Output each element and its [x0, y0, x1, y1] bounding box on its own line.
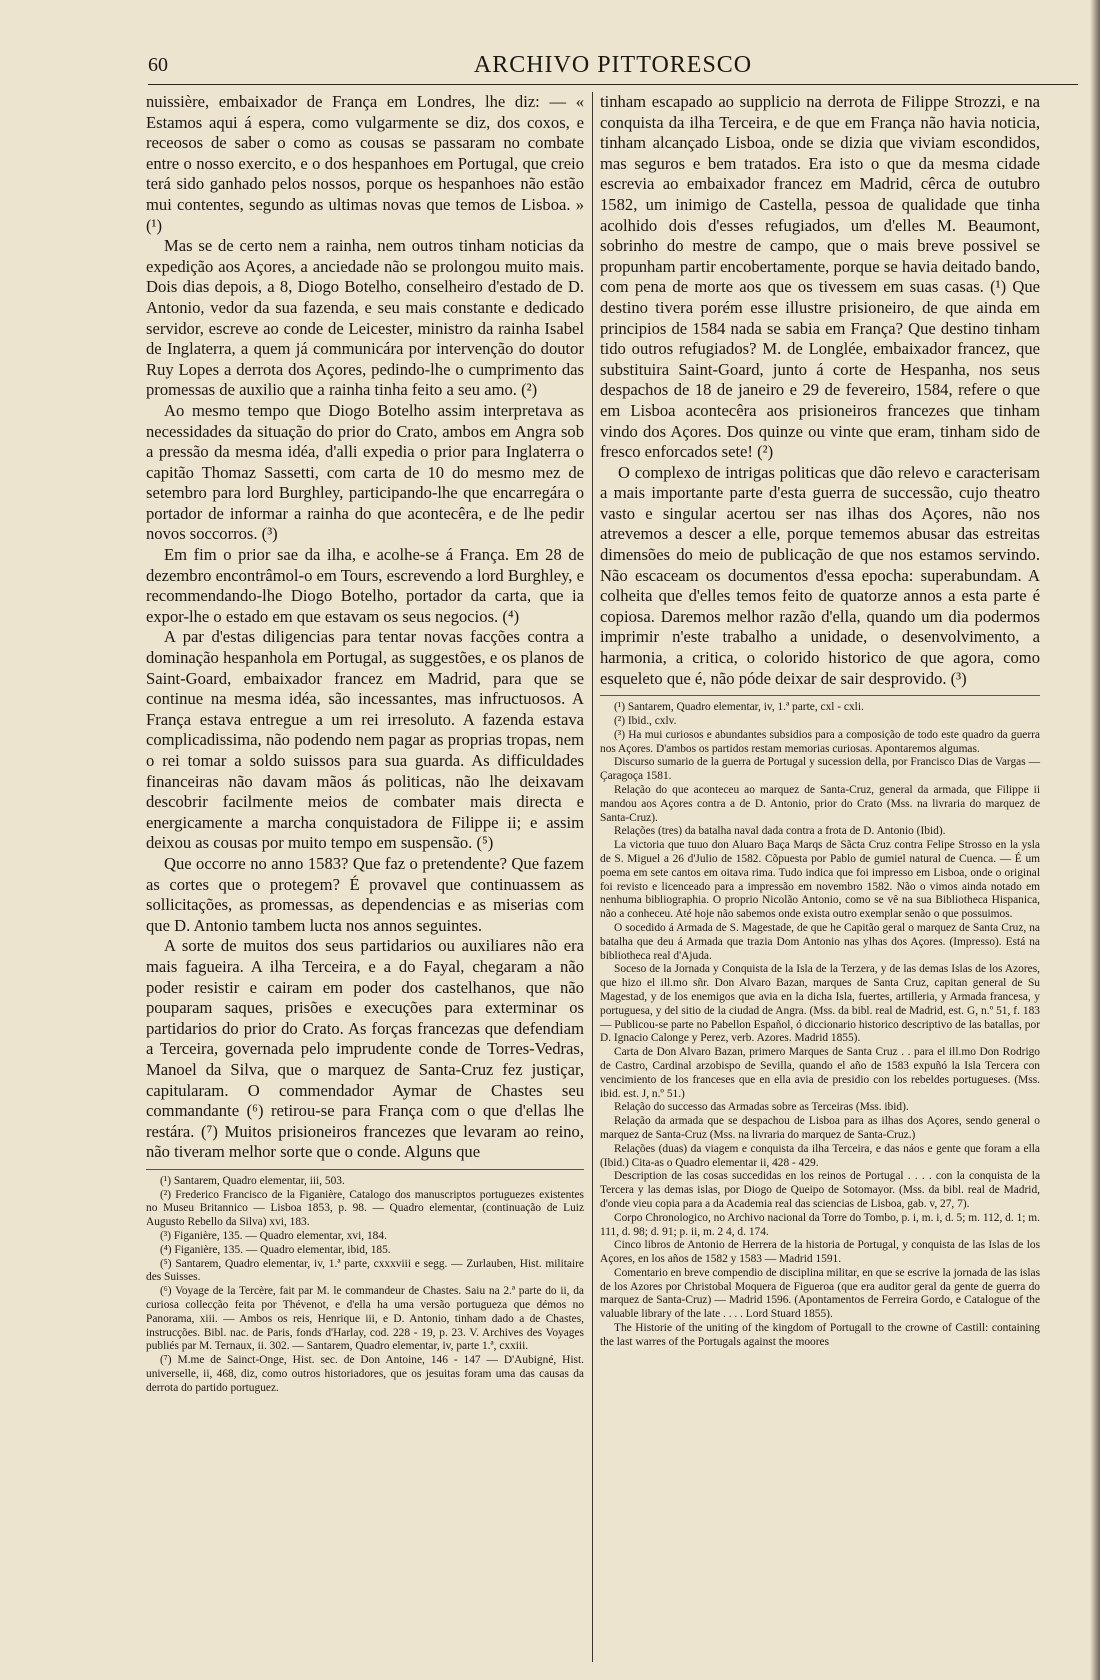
footnote: Carta de Don Alvaro Bazan, primero Marques de Santa Cruz . . para el ill.mo Don Rodrigo de Castro, Cardinal arzobispo de Sevilla, quando el año de 1583 expuñó la Isla Tercera con vencimiento de los franceses que en ella avia de presidio con los rebeldes portugueses. (Mss. ibid. est. J, n.º 51.) — [600, 1046, 1040, 1100]
paragraph: Que occorre no anno 1583? Que faz o pretendente? Que fazem as cortes que o protegem? É provavel que continuassem as sollicitações, as promessas, as dependencias e as miserias com que D. Antonio tambem lucta nos annos seguintes. — [146, 853, 584, 935]
column-divider — [592, 92, 593, 1662]
paragraph: Em fim o prior sae da ilha, e acolhe-se á França. Em 28 de dezembro encontrâmol-o em Tours, escrevendo a lord Burghley, e recommendando-lhe Diogo Botelho, portador da carta, que ia expor-lhe o estado em que estavam os seus negocios. (⁴) — [146, 545, 584, 626]
paragraph: A par d'estas diligencias para tentar novas facções contra a dominação hespanhola em Portugal, as suggestões, e os planos de Saint-Goard, embaixador francez em Madrid, para que se continue na mesma idéa, são incessantes, mas infructuosos. A França estava entregue a um rei irresoluto. A fazenda estava complicadissima, não podendo nem pagar as proprias tropas, nem o rei tomar a soldo suissos para sua guarda. As difficuldades financeiras não davam mãos ás politicas, não lhe deixavam descobrir facilmente meios de combater mais directa e energicamente a marcha conquistadora de Filippe ii; e assim deixou as cousas por muito tempo em suspensão. (⁵) — [146, 627, 584, 853]
paragraph: A sorte de muitos dos seus partidarios ou auxiliares não era mais fagueira. A ilha Terceira, e a do Fayal, chegaram a não poder resistir e cairam em poder dos castelhanos, que não pouparam saques, prisões e execuções para exterminar os partidarios do prior do Crato. As forças francezas que defendiam a Terceira, governada pelo imprudente conde de Torres-Vedras, Manoel da Silva, que o marquez de Santa-Cruz fez justiçar, capitularam. O commendador Aymar de Chastes seu commandante (⁶) retirou-se para França com o que d'ellas lhe restára. (⁷) Muitos prisioneiros francezes que levaram ao reino, não tiveram melhor sorte que o conde. Alguns que — [146, 936, 584, 1162]
paragraph: Mas se de certo nem a rainha, nem outros tinham noticias da expedição aos Açores, a anciedade não se prolongou muito mais. Dois dias depois, a 8, Diogo Botelho, conselheiro d'estado de D. Antonio, vedor da sua fazenda, e seu mais constante e dedicado servidor, escreve ao conde de Leicester, ministro da rainha Isabel de Inglaterra, a quem já communicára por intervenção do doutor Ruy Lopes a derrota dos Açores, pedindo-lhe o cumprimento das promessas de auxilio que a rainha tinha feito a seu amo. (²) — [146, 236, 584, 400]
footnote: O socedido á Armada de S. Magestade, de que he Capitão geral o marquez de Santa Cruz, na batalha que deu á Armada que trazia Dom Antonio nas ylhas dos Açores. (Impresso). Está na bibliotheca real d'Ajuda. — [600, 921, 1040, 962]
footnote: Cinco libros de Antonio de Herrera de la historia de Portugal, y conquista de las Islas de los Açores, en los años de 1582 y 1583 — Madrid 1591. — [600, 1239, 1040, 1266]
page-number: 60 — [148, 54, 168, 76]
footnote: Relações (duas) da viagem e conquista da ilha Terceira, e das náos e gente que foram a ella (Ibid.) Cita-as o Quadro elementar ii, 428 - 429. — [600, 1142, 1040, 1169]
paragraph: nuissière, embaixador de França em Londres, lhe diz: — « Estamos aqui á espera, como vulgarmente se diz, dos coxos, e receosos de saber o como as cousas se passaram no combate entre o nosso exercito, e o dos hespanhoes em Portugal, que creio terá sido ganhado pelos nossos, porque os hespanhoes não estão mui contentes, segundo as ultimas novas que temos de Lisboa. » (¹) — [146, 92, 584, 235]
footnote: Relação da armada que se despachou de Lisboa para as ilhas dos Açores, sendo general o marquez de Santa-Cruz (Mss. na livraria do marquez de Santa-Cruz.) — [600, 1115, 1040, 1141]
right-column — [600, 92, 1040, 1350]
footnote: La victoria que tuuo don Aluaro Baça Marqs de Sãcta Cruz contra Felipe Strosso en la ysla de S. Miguel a 26 d'Julio de 1582. Cõpuesta por Pablo de gumiel natural de Cuenca. — É um poema em sete cantos em oitava rima. Tudo indica que foi impresso em Lisboa, onde o original foi revisto e licenceado para a impressão em novembro 1582. Não o vimos ainda notado em nenhuma bibliographia. O proprio Nicolão Antonio, como se vê na sua Bibliotheca Hispanica, não a conheceu. Até hoje não sabemos onde exista outro exemplar senão o que possuimos. — [600, 839, 1040, 921]
footnote: Description de las cosas succedidas en los reinos de Portugal . . . . con la conquista de la Tercera y las demas islas, por Diogo de Queipo de Sotomayor. (Mss. da bibl. real de Madrid, d'onde vieu copia para a da Academia real das sciencias de Lisboa, gab. v, 27, 7). — [600, 1170, 1040, 1210]
footnote: Relação do que aconteceu ao marquez de Santa-Cruz, general da armada, que Filippe ii mandou aos Açores contra a de D. Antonio, prior do Crato (Mss. na livraria do marquez de Santa-Cruz). — [600, 784, 1040, 824]
footnote: (¹) Santarem, Quadro elementar, iv, 1.ª parte, cxl - cxli. — [614, 701, 864, 714]
page-header — [148, 50, 1078, 86]
header-rule — [148, 84, 1078, 85]
footnote: Relações (tres) da batalha naval dada contra a frota de D. Antonio (Ibid). — [614, 825, 946, 838]
footnote: Relação do successo das Armadas sobre as Terceiras (Mss. ibid). — [614, 1101, 909, 1114]
footnotes — [146, 1169, 584, 1396]
left-column — [146, 92, 584, 1396]
footnote: (⁵) Santarem, Quadro elementar, iv, 1.ª parte, cxxxviii e segg. — Zurlauben, Hist. militaire des Suisses. — [146, 1257, 584, 1284]
journal-title: ARCHIVO PITTORESCO — [473, 52, 753, 78]
footnote: (¹) Santarem, Quadro elementar, iii, 503. — [160, 1174, 345, 1187]
paragraph: O complexo de intrigas politicas que dão relevo e caracterisam a mais importante parte d'esta guerra de successão, cujo theatro vasto e singular acertou ser nas ilhas dos Açores, não nos atrevemos a descer a elle, porque tememos abusar das estreitas dimensões do meio de publicação de que nos estamos servindo. Não escaceam os documentos d'essa epocha: superabundam. A colheita que d'elles temos feito de quatorze annos a esta parte é copiosa. Daremos melhor razão d'ella, quando um dia podermos imprimir n'este trabalho a unidade, o desenvolvimento, a harmonia, a critica, o colorido historico de que agora, como esqueleto que é, não póde deixar de sair desprovido. (³) — [600, 462, 1040, 688]
page-edge-shadow — [1090, 0, 1100, 1680]
footnote: (²) Frederico Francisco de la Figanière, Catalogo dos manuscriptos portuguezes existentes no Museu Britannico — Lisboa 1853, p. 98. — Quadro elementar, (continuação de Luiz Augusto Rebello da Silva) xvi, 183. — [146, 1188, 584, 1229]
footnote: (³) Figanière, 135. — Quadro elementar, xvi, 184. — [160, 1230, 387, 1243]
footnote: (⁷) M.me de Sainct-Onge, Hist. sec. de Don Antoine, 146 - 147 — D'Aubigné, Hist. universelle, ii, 468, diz, como outros historiadores, que os jesuitas foram uma das causas da derrota do partido portuguez. — [146, 1354, 584, 1394]
footnote: (⁶) Voyage de la Tercère, fait par M. le commandeur de Chastes. Saiu na 2.ª parte do ii, da curiosa collecção feita por Thévenot, e d'ella ha uma versão portugueza que démos no Panorama, xiii. — Ambos os reis, Henrique iii, e D. Antonio, tinham dado a de Chastes, instrucções. Bibl. nac. de Paris, fonds d'Harlay, cod. 228 - 19, p. 23. V. Archives des Voyages publiés par M. Ternaux, ii. 302. — Santarem, Quadro elementar, iv, parte 1.ª, cxxiii. — [146, 1285, 584, 1353]
paragraph: Ao mesmo tempo que Diogo Botelho assim interpretava as necessidades da situação do prior do Crato, ambos em Angra sob a pressão da mesma idéa, d'alli expedia o prior para Inglaterra o capitão Thomaz Sassetti, com carta de 10 do mesmo mez de setembro para lord Burghley, participando-lhe que encarregára o portador de informar a rainha do que acontecêra, e de lhe pedir novos soccorros. (³) — [146, 400, 584, 544]
footnote: Comentario en breve compendio de disciplina militar, en que se escrive la jornada de las islas de los Azores por Christobal Moquera de Figueroa (que era auditor geral da gente de guerra do marquez de Santa-Cruz) — Madrid 1596. (Apontamentos de Ferreira Gordo, e Catalogue of the valuable library of the late . . . . Lord Stuard 1855). — [600, 1266, 1040, 1321]
footnote: (³) Ha mui curiosos e abundantes subsidios para a composição de todo este quadro da guerra nos Açores. D'ambos os partidos restam memorias curiosas. Apontaremos algumas. — [600, 728, 1040, 755]
footnote: The Historie of the uniting of the kingdom of Portugall to the crowne of Castill: containing the last warres of the Portugals against the moores — [600, 1322, 1040, 1348]
footnote: Soceso de la Jornada y Conquista de la Isla de la Terzera, y de las demas Islas de los Azores, que hizo el ill.mo sñr. Don Alvaro Bazan, marques de Santa Cruz, capitan general de Su Magestad, y de los enemigos que avia en la dicha Isla, fuertes, artilleria, y Armada francesa, y portuguesa, y del sitio de la ciudad de Angra. (Mss. da bibl. real de Madrid, est. G, n.º 51, f. 183 — Publicou-se parte no Pabellon Español, ó diccionario historico descriptivo de las batallas, por D. Ignacio Calonge y Perez, verb. Azores. Madrid 1855). — [600, 963, 1040, 1045]
footnote: Corpo Chronologico, no Archivo nacional da Torre do Tombo, p. i, m. i, d. 5; m. 112, d. 1; m. 111, d. 98; d. 91; p. ii, m. 2 4, d. 174. — [600, 1211, 1040, 1238]
footnotes — [600, 695, 1040, 1349]
footnote: (⁴) Figanière, 135. — Quadro elementar, ibid, 185. — [160, 1243, 391, 1256]
paragraph: tinham escapado ao supplicio na derrota de Filippe Strozzi, e na conquista da ilha Terceira, e de que em França não havia noticia, tinham alcançado Lisboa, onde se dizia que viviam escondidos, mas seguros e bem tratados. Era isto o que da mesma cidade escrevia ao embaixador francez em Madrid, cêrca de outubro 1582, um inimigo de Castella, pessoa de qualidade que tinha acolhido dois d'esses refugiados, um d'elles M. Beaumont, sobrinho do mestre de campo, que o mais breve possivel se propunham partir encobertamente, porque se havia deitado bando, com pena de morte aos que os tivessem em suas casas. (¹) Que destino tivera porém esse illustre prisioneiro, de que ainda em principios de 1584 nada se sabia em França? Que destino tinham tido outros refugiados? M. de Longlée, embaixador francez, que substituira Saint-Goard, junto á corte de Hespanha, nos seus despachos de 18 de janeiro e 29 de fevereiro, 1584, refere o que em Lisboa acontecêra aos prisioneiros francezes que tinham vindo dos Açores. Dos quinze ou vinte que eram, tinham sido de fresco enforcados sete! (²) — [600, 92, 1040, 462]
footnote: (²) Ibid., cxlv. — [614, 715, 677, 728]
footnote: Discurso sumario de la guerra de Portugal y sucession della, por Francisco Dias de Vargas — Çaragoça 1581. — [600, 756, 1040, 783]
